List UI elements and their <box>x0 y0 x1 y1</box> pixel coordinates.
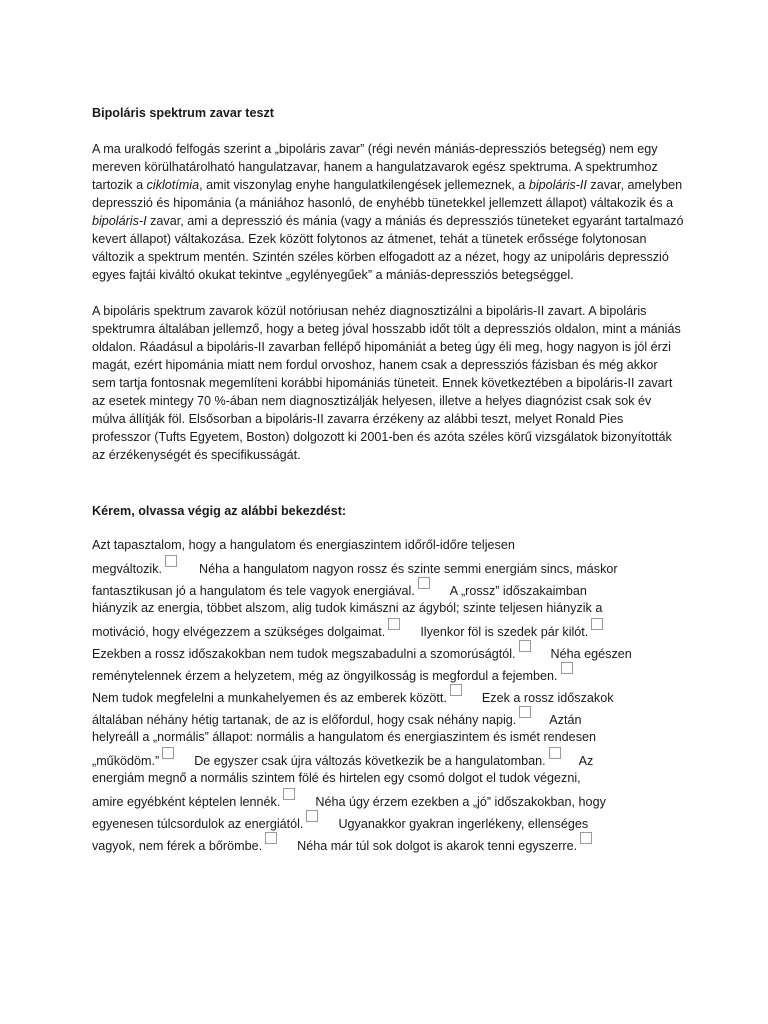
passage-text: De egyszer csak újra változás következik be a hangulatomban. <box>194 754 546 768</box>
statement-checkbox-3[interactable] <box>388 618 400 630</box>
passage-line <box>92 684 684 706</box>
statement-checkbox-11[interactable] <box>283 788 295 800</box>
term-bipolaris-i: bipoláris-I <box>92 214 147 228</box>
document-title: Bipoláris spektrum zavar teszt <box>92 106 274 120</box>
intro-section <box>92 140 684 464</box>
passage-line <box>92 706 684 728</box>
term-bipolaris-ii: bipoláris-II <box>528 178 587 192</box>
passage-text: egyenesen túlcsordulok az energiától. <box>92 817 304 831</box>
passage-text: hiányzik az energia, többet alszom, alig tudok kimászni az ágyból; szinte teljesen hiányzik a <box>92 601 603 615</box>
passage-line <box>92 728 684 747</box>
passage-text: Az <box>578 754 594 768</box>
passage-text: Néha a hangulatom nagyon rossz és szinte semmi energiám sincs, máskor <box>199 562 618 576</box>
passage-text: Ugyanakkor gyakran ingerlékeny, ellenséges <box>338 817 589 831</box>
passage-text: Nem tudok megfelelni a munkahelyemen és az emberek között. <box>92 691 447 705</box>
passage-text: Azt tapasztalom, hogy a hangulatom és energiaszintem időről-időre teljesen <box>92 538 515 552</box>
passage-text: reménytelennek érzem a helyzetem, még az öngyilkosság is megfordul a fejemben. <box>92 669 558 683</box>
passage-text: Aztán <box>549 713 582 727</box>
statement-checkbox-1[interactable] <box>165 555 177 567</box>
intro-text: , amit viszonylag enyhe hangulatkilengések jellemeznek, a <box>199 178 529 192</box>
passage-text: „működöm.” <box>92 754 160 768</box>
passage-text: motiváció, hogy elvégezzem a szükséges dolgaimat. <box>92 625 386 639</box>
test-passage <box>92 536 684 854</box>
statement-checkbox-6[interactable] <box>561 662 573 674</box>
passage-text: vagyok, nem férek a bőrömbe. <box>92 839 263 853</box>
passage-text: Ezekben a rossz időszakokban nem tudok megszabadulni a szomorúságtól. <box>92 647 516 661</box>
statement-checkbox-7[interactable] <box>450 684 462 696</box>
passage-text: megváltozik. <box>92 562 162 576</box>
passage-line <box>92 832 684 854</box>
passage-text: általában néhány hétig tartanak, de az is előfordul, hogy csak néhány napig. <box>92 713 517 727</box>
passage-text: Néha már túl sok dolgot is akarok tenni egyszerre. <box>297 839 578 853</box>
intro-paragraph-2: A bipoláris spektrum zavarok közül notóriusan nehéz diagnosztizálni a bipoláris-II zavart. A bipoláris spektrumra általában jellemző, hogy a beteg jóval hosszabb időt tölt a depressziós oldalon, mint a mániás oldalon. Ráadásul a bipoláris-II zavarban fellépő hipomániát a beteg úgy éli meg, hogy nagyon is jól érzi magát, ezért hipománia miatt nem fordul orvoshoz, hanem csak a depressziós fázisban és még akkor sem tartja fontosnak megemlíteni korábbi hipomániás tüneteit. Ennek következtében a bipoláris-II zavart az esetek mintegy 70 %-ában nem diagnosztizálják helyesen, illetve a helyes diagnózist csak sok év múlva állítják föl. Elsősorban a bipoláris-II zavarra érzékeny az alábbi teszt, melyet Ronald Pies professzor (Tufts Egyetem, Boston) dolgozott ki 2001-ben és azóta széles körű vizsgálatok bizonyították az érzékenységét és specifikusságát. <box>92 304 681 462</box>
passage-line <box>92 599 684 618</box>
statement-checkbox-9[interactable] <box>162 747 174 759</box>
passage-line <box>92 640 684 662</box>
passage-line <box>92 788 684 810</box>
passage-text: A „rossz” időszakaimban <box>449 584 587 598</box>
statement-checkbox-8[interactable] <box>519 706 531 718</box>
passage-line <box>92 810 684 832</box>
term-ciklotimia: ciklotímia <box>146 178 200 192</box>
passage-line <box>92 618 684 640</box>
passage-text: amire egyébként képtelen lennék. <box>92 795 281 809</box>
passage-text: Ezek a rossz időszakok <box>481 691 614 705</box>
intro-paragraph-1 <box>92 140 684 284</box>
passage-text: fantasztikusan jó a hangulatom és tele vagyok energiával. <box>92 584 415 598</box>
passage-text: energiám megnő a normális szintem fölé és hirtelen egy csomó dolgot el tudok végezni, <box>92 771 581 785</box>
statement-checkbox-14[interactable] <box>580 832 592 844</box>
passage-line <box>92 769 684 788</box>
statement-checkbox-10[interactable] <box>549 747 561 759</box>
document-page <box>92 104 684 854</box>
statement-checkbox-13[interactable] <box>265 832 277 844</box>
passage-line <box>92 662 684 684</box>
passage-line <box>92 536 684 555</box>
passage-line <box>92 555 684 577</box>
passage-line <box>92 577 684 599</box>
passage-text: Néha úgy érzem ezekben a „jó” időszakokban, hogy <box>315 795 606 809</box>
statement-checkbox-2[interactable] <box>418 577 430 589</box>
passage-line <box>92 747 684 769</box>
statement-checkbox-5[interactable] <box>519 640 531 652</box>
intro-text: A ma uralkodó felfogás szerint a „bipoláris zavar” (régi nevén mániás-depressziós betegség) nem egy mereven körülhatárolható hangulatzavar, hanem a hangulatzavarok egész spektruma. A spektrumhoz tartozik a <box>92 142 658 192</box>
passage-text: Néha egészen <box>550 647 632 661</box>
intro-text: zavar, amelyben depresszió és hipománia (a mániához hasonló, de enyhébb tünetekkel jellemzett állapot) váltakozik és a <box>92 178 683 210</box>
statement-checkbox-4[interactable] <box>591 618 603 630</box>
instruction-heading: Kérem, olvassa végig az alábbi bekezdést: <box>92 504 347 518</box>
statement-checkbox-12[interactable] <box>306 810 318 822</box>
intro-text: zavar, ami a depresszió és mánia (vagy a mániás és depressziós tüneteket egyaránt tartalmazó kevert állapot) váltakozása. Ezek között folytonos az átmenet, tehát a tünetek erőssége folytonosan változik a spektrum mentén. Szintén széles körben elfogadott az a nézet, hogy az unipoláris depresszió egyes fajtái kiváltó okukat tekintve „egylényegűek” a mániás-depressziós betegséggel. <box>92 214 684 282</box>
passage-text: helyreáll a „normális” állapot: normális a hangulatom és energiaszintem és ismét rendesen <box>92 730 596 744</box>
passage-text: Ilyenkor föl is szedek pár kilót. <box>420 625 589 639</box>
